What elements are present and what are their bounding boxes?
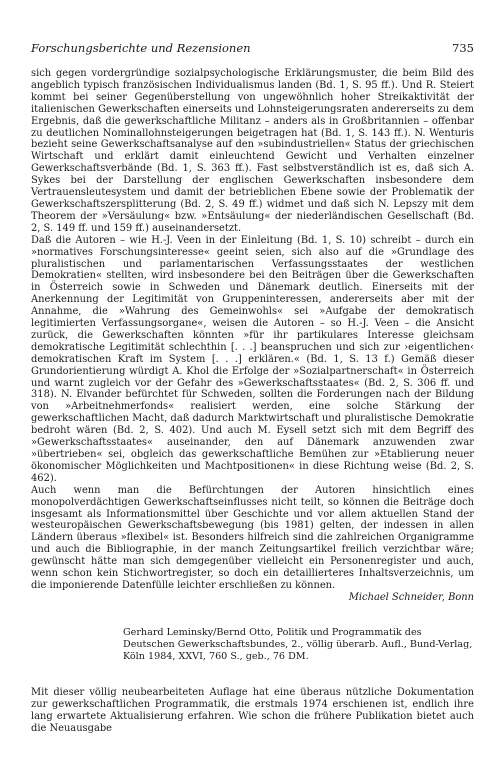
review-paragraph-3: Auch wenn man die Befürchtungen der Autoren hinsichtlich eines monopolverdächtigen Gewerkschaftseinflusses nicht teilt, so können die Beiträge doch insgesamt als Informationsmittel über Geschichte und vor allem aktuellen Stand der westeuropäischen Gewerkschaftsbewegung (bis 1981) gelten, der indessen in allen Ländern überaus »flexibel« ist. Besonders hilfreich sind die zahlreichen Organigramme und auch die Bibliographie, in der manch Zeitungsartikel freilich verzichtbar wäre; gewünscht hätte man sich demgegenüber vielleicht ein Personenregister und auch, wenn schon kein Stichwortregister, so doch ein detaillierteres Inhaltsverzeichnis, um die imponierende Datenfülle leichter erschließen zu können. bbox=[31, 484, 474, 591]
page bbox=[31, 0, 474, 767]
book-reference: Gerhard Leminsky/Bernd Otto, Politik und Programmatik des Deutschen Gewerkschaftsbundes, 2., völlig überarb. Aufl., Bund-Verlag, Köln 1984, XXVI, 760 S., geb., 76 DM. bbox=[123, 627, 473, 663]
review-paragraph-2: Daß die Autoren – wie H.-J. Veen in der Einleitung (Bd. 1, S. 10) schreibt – durch ein »normatives Forschungsinteresse« geeint seien, sich also auf die »Grundlage des pluralistischen und parlamentarischen Verfassungsstaates der westlichen Demokratien« stellten, wird insbesondere bei den Beiträgen über die Gewerkschaften in Österreich sowie in Schweden und Dänemark deutlich. Einerseits mit der Anerkennung der Legitimität von Gruppeninteressen, andererseits aber mit der Annahme, die »Wahrung des Gemeinwohls« sei »Aufgabe der demokratisch legitimierten Verfassungsorgane«, weisen die Autoren – so H.-J. Veen – die Ansicht zurück, die Gewerkschaften könnten »für ihr partikulares Interesse gleichsam demokratische Legitimität schlechthin [. . .] beanspruchen und sich zur ›eigentlichen‹ demokratischen Kraft im System [. . .] erklären.« (Bd. 1, S. 13 f.) Gemäß dieser Grundorientierung würdigt A. Khol die Erfolge der »Sozialpartnerschaft« in Österreich und warnt zugleich vor der Gefahr des »Gewerkschaftsstaates« (Bd. 2, S. 306 ff. und 318). N. Elvander befürchtet für Schweden, sollten die Forderungen nach der Bildung von »Arbeitnehmerfonds« realisiert werden, eine solche Stärkung der gewerkschaftlichen Macht, daß dadurch Marktwirtschaft und pluralistische Demokratie bedroht wären (Bd. 2, S. 402). Und auch M. Eysell setzt sich mit dem Begriff des »Gewerkschaftsstaates« auseinander, den auf Dänemark anzuwenden zwar »übertrieben« sei, obgleich das gewerkschaftliche Bemühen zur »Etablierung neuer ökonomischer Möglichkeiten und Machtpositionen« in diese Richtung weise (Bd. 2, S. 462). bbox=[31, 234, 474, 484]
next-review-paragraph: Mit dieser völlig neubearbeiteten Auflage hat eine überaus nützliche Dokumentation zur gewerkschaftlichen Programmatik, die erstmals 1974 erschienen ist, endlich ihre lang erwartete Aktualisierung erfahren. Wie schon die frühere Publikation bietet auch die Neuausgabe bbox=[31, 687, 474, 734]
running-header bbox=[31, 41, 474, 57]
review-paragraph-1: sich gegen vordergründige sozialpsychologische Erklärungsmuster, die beim Bild des angeblich typisch französischen Individualismus landen (Bd. 1, S. 95 ff.). Und R. Steiert kommt bei seiner Gegenüberstellung von ungewöhnlich hoher Streikaktivität der italienischen Gewerkschaften einerseits und Lohnsteigerungsraten andererseits zu dem Ergebnis, daß die gewerkschaftliche Militanz – anders als in Großbritannien – offenbar zu deutlichen Nominallohnsteigerungen beigetragen hat (Bd. 1, S. 143 ff.). N. Wenturis bezieht seine Gewerkschaftsanalyse auf den »subindustriellen« Status der griechischen Wirtschaft und erklärt damit einleuchtend Gewicht und Verhalten einzelner Gewerkschaftsverbände (Bd. 1, S. 363 ff.). Fast selbstverständlich ist es, daß sich A. Sykes bei der Darstellung der englischen Gewerkschaften insbesondere dem Vertrauensleutesystem und damit der betrieblichen Ebene sowie der Problematik der Gewerkschaftszersplitterung (Bd. 2, S. 49 ff.) widmet und daß sich N. Lepszy mit dem Theorem der »Versäulung« bzw. »Entsäulung« der niederländischen Gesellschaft (Bd. 2, S. 149 ff. und 159 ff.) auseinandersetzt. bbox=[31, 68, 474, 234]
review-body bbox=[31, 68, 474, 604]
page-number: 735 bbox=[452, 41, 474, 55]
reviewer-signature: Michael Schneider, Bonn bbox=[348, 591, 474, 603]
running-header-title: Forschungsberichte und Rezensionen bbox=[31, 41, 251, 55]
